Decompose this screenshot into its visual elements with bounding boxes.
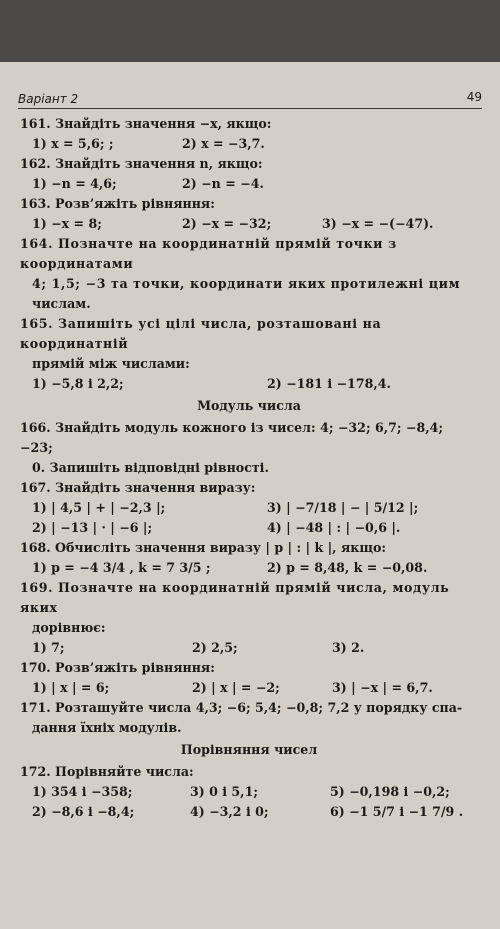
ex165-line2: прямій між числами: (32, 356, 190, 371)
ex172-b: 3) 0 і 5,1; (190, 784, 258, 799)
ex169-items (20, 638, 478, 658)
ex167-a: 1) | 4,5 | + | −2,3 |; (32, 500, 166, 515)
exercises (20, 114, 478, 822)
ex164-line1: 164. Позначте на координатній прямій точки з координатами (20, 236, 397, 271)
ex167-c: 2) | −13 | · | −6 |; (32, 520, 153, 535)
section-title-comparison: Порівняння чисел (180, 742, 318, 757)
ex169-a: 1) 7; (32, 640, 65, 655)
book-page (0, 62, 500, 929)
ex167-items-2 (20, 518, 478, 538)
ex172-f: 6) −1 5/7 і −1 7/9 . (330, 804, 464, 819)
ex168-a: 1) p = −4 3/4 , k = 7 3/5 ; (32, 560, 211, 575)
ex165-a: 1) −5,8 і 2,2; (32, 376, 124, 391)
ex161-a: 1) x = 5,6; ; (32, 136, 114, 151)
ex170-c: 3) | −x | = 6,7. (332, 680, 433, 695)
ex164-line3: числам. (32, 296, 91, 311)
ex172-items-1 (20, 782, 478, 802)
ex169-b: 2) 2,5; (192, 640, 238, 655)
ex167-d: 4) | −48 | : | −0,6 |. (267, 520, 401, 535)
ex163-title: 163. Розв’яжіть рівняння: (20, 196, 215, 211)
ex169-line1: 169. Позначте на координатній прямій числа, модуль яких (20, 580, 450, 615)
ex163-b: 2) −x = −32; (182, 216, 272, 231)
ex166-line2: 0. Запишіть відповідні рівності. (32, 460, 269, 475)
ex170-b: 2) | x | = −2; (192, 680, 280, 695)
ex162-b: 2) −n = −4. (182, 176, 264, 191)
ex164-line2: 4; 1,5; −3 та точки, координати яких протилежні цим (32, 276, 461, 291)
ex172-c: 5) −0,198 і −0,2; (330, 784, 450, 799)
ex170-items (20, 678, 478, 698)
ex163-a: 1) −x = 8; (32, 216, 102, 231)
ex169-line2: дорівнює: (32, 620, 106, 635)
ex162-title: 162. Знайдіть значення n, якщо: (20, 156, 263, 171)
ex168-items (20, 558, 478, 578)
ex161-b: 2) x = −3,7. (182, 136, 265, 151)
ex166-line1: 166. Знайдіть модуль кожного із чисел: 4; −32; 6,7; −8,4; −23; (20, 420, 444, 455)
ex167-items-1 (20, 498, 478, 518)
ex168-b: 2) p = 8,48, k = −0,08. (267, 560, 428, 575)
section-title-modulus: Модуль числа (197, 398, 301, 413)
page-number: 49 (466, 90, 482, 104)
ex161-title: 161. Знайдіть значення −x, якщо: (20, 116, 272, 131)
ex170-title: 170. Розв’яжіть рівняння: (20, 660, 215, 675)
page-header (18, 90, 482, 109)
ex165-items (20, 374, 478, 394)
variant-label: Варіант 2 (18, 92, 79, 106)
ex168-title: 168. Обчисліть значення виразу | p | : | k |, якщо: (20, 540, 387, 555)
ex169-c: 3) 2. (332, 640, 365, 655)
ex163-items (20, 214, 478, 234)
ex172-a: 1) 354 і −358; (32, 784, 133, 799)
ex165-b: 2) −181 і −178,4. (267, 376, 391, 391)
ex171-line1: 171. Розташуйте числа 4,3; −6; 5,4; −0,8; 7,2 у порядку спа- (20, 700, 463, 715)
ex172-e: 4) −3,2 і 0; (190, 804, 269, 819)
ex165-line1: 165. Запишіть усі цілі числа, розташовані на координатній (20, 316, 382, 351)
ex170-a: 1) | x | = 6; (32, 680, 110, 695)
ex172-title: 172. Порівняйте числа: (20, 764, 194, 779)
ex167-b: 3) | −7/18 | − | 5/12 |; (267, 500, 419, 515)
ex162-a: 1) −n = 4,6; (32, 176, 117, 191)
ex172-items-2 (20, 802, 478, 822)
ex163-c: 3) −x = −(−47). (322, 216, 434, 231)
ex161-items (20, 134, 478, 154)
ex167-title: 167. Знайдіть значення виразу: (20, 480, 256, 495)
ex171-line2: дання їхніх модулів. (32, 720, 182, 735)
ex162-items (20, 174, 478, 194)
ex172-d: 2) −8,6 і −8,4; (32, 804, 135, 819)
